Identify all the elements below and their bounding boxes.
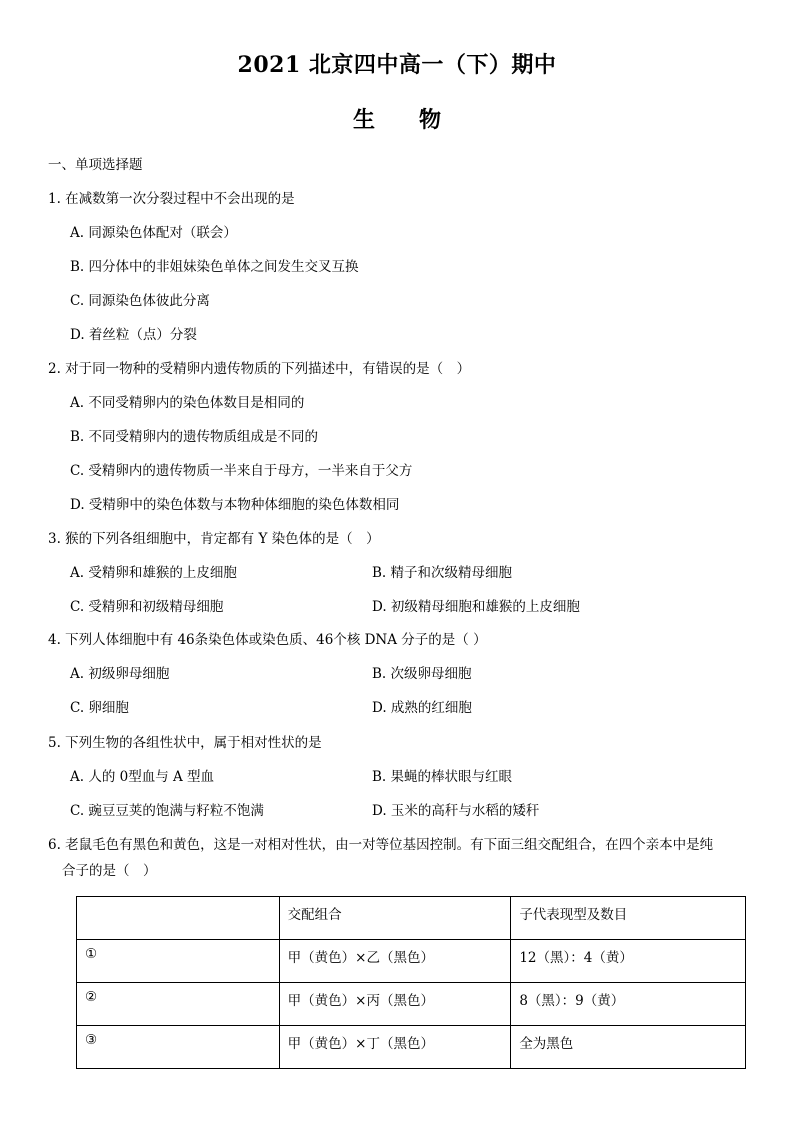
table-cell: 甲（黄色）×丁（黑色）: [279, 1026, 511, 1069]
question-1-option-b: B. 四分体中的非姐妹染色单体之间发生交叉互换: [70, 259, 359, 275]
table-cell: ②: [77, 983, 280, 1026]
question-3-option-b: B. 精子和次级精母细胞: [372, 565, 513, 581]
table-row: [77, 1026, 746, 1069]
question-3-option-d: D. 初级精母细胞和雄猴的上皮细胞: [372, 599, 580, 615]
exam-title: 2021 北京四中高一（下）期中: [237, 52, 557, 78]
question-6-stem-continued: 合子的是（ ）: [62, 863, 157, 879]
question-5-stem: 5. 下列生物的各组性状中，属于相对性状的是: [48, 735, 322, 751]
subject-title: 生物: [352, 107, 485, 133]
question-3-option-c: C. 受精卵和初级精母细胞: [70, 599, 224, 615]
question-1-option-a: A. 同源染色体配对（联会）: [70, 225, 237, 241]
question-2-option-d: D. 受精卵中的染色体数与本物种体细胞的染色体数相同: [70, 497, 400, 513]
question-1-option-d: D. 着丝粒（点）分裂: [70, 327, 197, 343]
table-cell: 甲（黄色）×乙（黑色）: [279, 940, 511, 983]
question-4-option-a: A. 初级卵母细胞: [70, 666, 170, 682]
question-5-option-c: C. 豌豆豆荚的饱满与籽粒不饱满: [70, 803, 264, 819]
question-2-stem: 2. 对于同一物种的受精卵内遗传物质的下列描述中，有错误的是（ ）: [48, 361, 471, 377]
table-header-cell: 子代表现型及数目: [511, 897, 746, 940]
question-4-option-c: C. 卵细胞: [70, 700, 129, 716]
section-heading: 一、单项选择题: [48, 157, 143, 173]
question-6-stem: 6. 老鼠毛色有黑色和黄色，这是一对相对性状，由一对等位基因控制。有下面三组交配组合，在四个亲本中是纯: [48, 837, 714, 853]
mating-results-table: [76, 896, 746, 1069]
table-header-row: [77, 897, 746, 940]
question-5-option-d: D. 玉米的高秆与水稻的矮秆: [372, 803, 540, 819]
table-header-cell: [77, 897, 280, 940]
question-5-option-b: B. 果蝇的棒状眼与红眼: [372, 769, 513, 785]
question-1-option-c: C. 同源染色体彼此分离: [70, 293, 210, 309]
table-cell: ③: [77, 1026, 280, 1069]
question-3-option-a: A. 受精卵和雄猴的上皮细胞: [70, 565, 237, 581]
table-cell: 8（黑）：9（黄）: [511, 983, 746, 1026]
question-3-stem: 3. 猴的下列各组细胞中，肯定都有 Y 染色体的是（ ）: [48, 531, 380, 547]
question-5-option-a: A. 人的 0型血与 A 型血: [70, 769, 215, 785]
question-2-option-c: C. 受精卵内的遗传物质一半来自于母方，一半来自于父方: [70, 463, 413, 479]
question-2-option-a: A. 不同受精卵内的染色体数目是相同的: [70, 395, 305, 411]
question-1-stem: 1. 在减数第一次分裂过程中不会出现的是: [48, 191, 295, 207]
question-4-option-d: D. 成熟的红细胞: [372, 700, 472, 716]
table-header-cell: 交配组合: [279, 897, 511, 940]
table-cell: ①: [77, 940, 280, 983]
question-2-option-b: B. 不同受精卵内的遗传物质组成是不同的: [70, 429, 319, 445]
table-cell: 12（黑）：4（黄）: [511, 940, 746, 983]
table-cell: 甲（黄色）×丙（黑色）: [279, 983, 511, 1026]
table-row: [77, 983, 746, 1026]
table-cell: 全为黑色: [511, 1026, 746, 1069]
table-row: [77, 940, 746, 983]
question-4-option-b: B. 次级卵母细胞: [372, 666, 472, 682]
question-4-stem: 4. 下列人体细胞中有 46条染色体或染色质、46个核 DNA 分子的是（ ）: [48, 632, 487, 648]
